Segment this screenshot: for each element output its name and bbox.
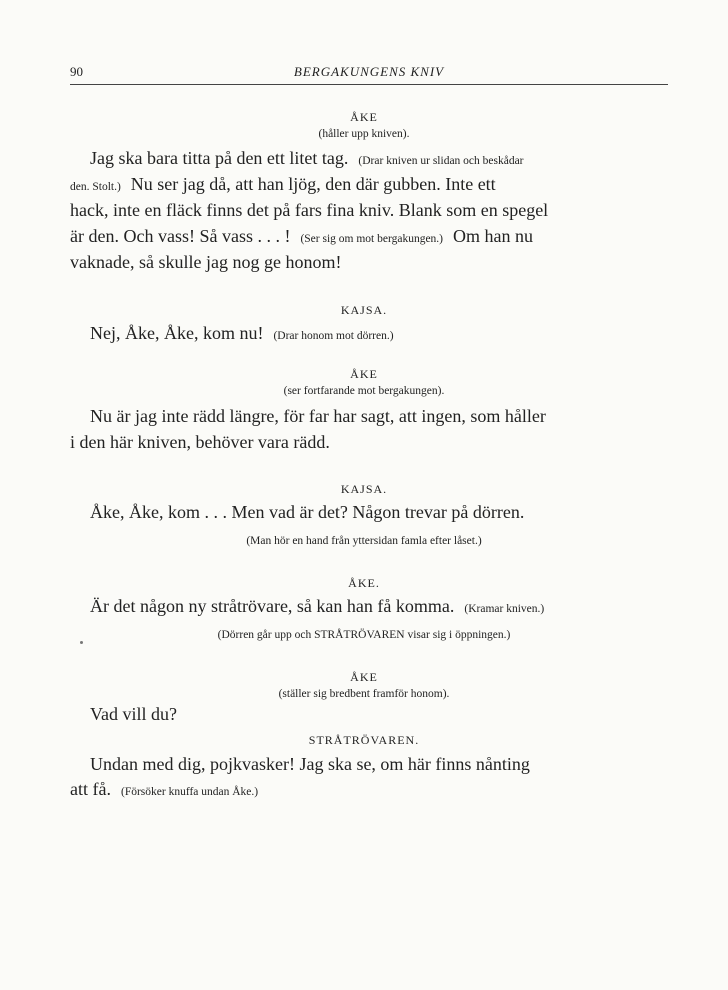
dialogue-line — [90, 323, 394, 344]
stage-direction: (Drar kniven ur slidan och beskådar — [358, 155, 524, 167]
speaker-name: ÅKE — [350, 367, 378, 381]
dialogue-line: Åke, Åke, kom . . . Men vad är det? Någon trevar på dörren. — [90, 502, 525, 522]
dialogue-line — [70, 226, 533, 247]
print-speck — [80, 641, 83, 644]
stage-direction: (håller upp kniven). — [318, 128, 410, 140]
dialogue-text: att få. — [70, 779, 111, 799]
speaker-name: ÅKE — [350, 110, 378, 124]
dialogue-line — [70, 174, 496, 195]
stage-direction: (Ser sig om mot bergakungen.) — [300, 233, 444, 245]
stage-direction: (ställer sig bredbent framför honom). — [278, 688, 450, 700]
speaker-name: KAJSA. — [340, 303, 388, 317]
dialogue-line: vaknade, så skulle jag nog ge honom! — [70, 252, 342, 272]
dialogue-text: Nej, Åke, Åke, kom nu! — [90, 323, 264, 343]
speaker-name: ÅKE. — [348, 576, 380, 590]
dialogue-line: i den här kniven, behöver vara rädd. — [70, 432, 330, 452]
dialogue-line — [90, 596, 544, 617]
stage-direction: (ser fortfarande mot bergakungen). — [283, 385, 445, 397]
stage-direction: (Försöker knuffa undan Åke.) — [120, 786, 259, 798]
dialogue-line: Vad vill du? — [90, 704, 177, 724]
speaker-name: STRÅTRÖVAREN. — [308, 733, 420, 747]
stage-direction: (Dörren går upp och STRÅTRÖVAREN visar sig i öppningen.) — [217, 629, 511, 641]
speaker-name: ÅKE — [350, 670, 378, 684]
dialogue-line: Undan med dig, pojkvasker! Jag ska se, om här finns nånting — [90, 754, 530, 774]
running-header — [70, 62, 668, 85]
dialogue-text: Är det någon ny stråtrövare, så kan han få komma. — [90, 596, 455, 616]
dialogue-line: Nu är jag inte rädd längre, för far har sagt, att ingen, som håller — [90, 406, 546, 426]
dialogue-line: hack, inte en fläck finns det på fars fina kniv. Blank som en spegel — [70, 200, 549, 220]
dialogue-text: Jag ska bara titta på den ett litet tag. — [90, 148, 349, 168]
speaker-name: KAJSA. — [340, 482, 388, 496]
dialogue-line — [90, 148, 524, 169]
running-title: BERGAKUNGENS KNIV — [293, 64, 445, 79]
stage-direction: (Man hör en hand från yttersidan famla efter låset.) — [246, 535, 482, 547]
dialogue-line — [70, 779, 258, 800]
dialogue-text: är den. Och vass! Så vass . . . ! — [70, 226, 291, 246]
dialogue-text: Om han nu — [453, 226, 534, 246]
stage-direction: den. Stolt.) — [70, 181, 121, 193]
dialogue-text: Nu ser jag då, att han ljög, den där gubben. Inte ett — [130, 174, 496, 194]
stage-direction: (Drar honom mot dörren.) — [273, 330, 394, 342]
page-number: 90 — [70, 64, 83, 79]
stage-direction: (Kramar kniven.) — [464, 603, 545, 615]
